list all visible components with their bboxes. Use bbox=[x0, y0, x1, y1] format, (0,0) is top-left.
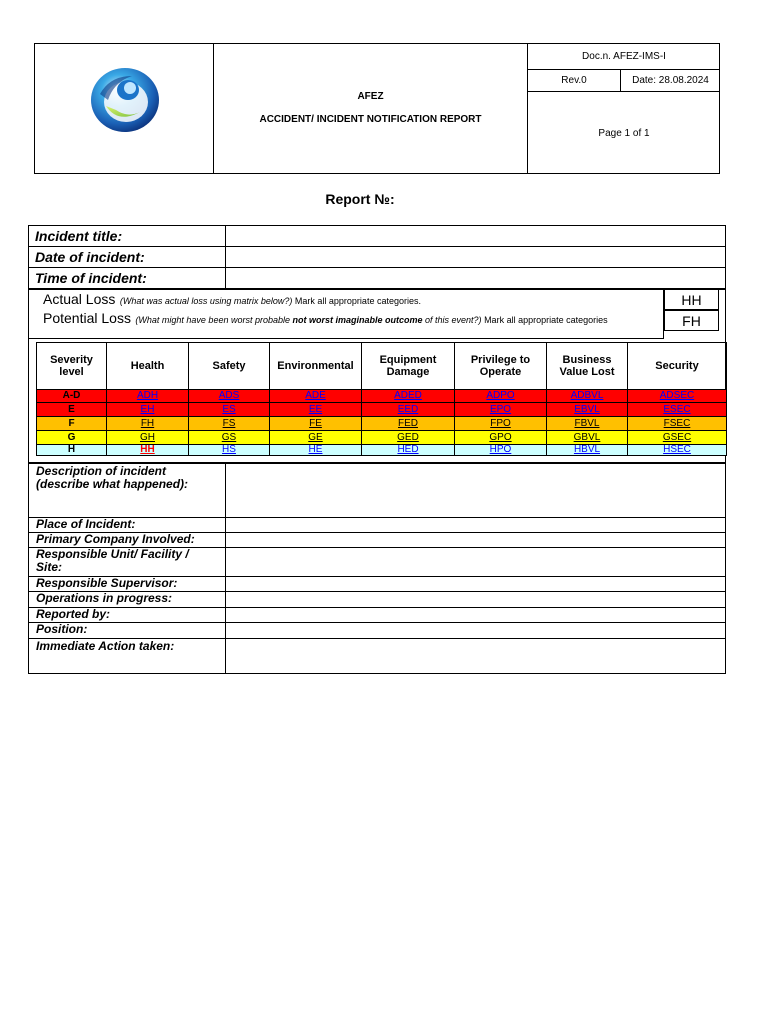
matrix-header: Equipment Damage bbox=[362, 343, 455, 390]
matrix-link[interactable]: ADPO bbox=[486, 390, 515, 401]
matrix-header: Business Value Lost bbox=[547, 343, 628, 390]
actual-loss-note-italic: (What was actual loss using matrix below?) bbox=[119, 296, 293, 306]
incident-time-label: Time of incident: bbox=[35, 269, 147, 286]
matrix-link[interactable]: HED bbox=[397, 444, 419, 455]
matrix-link[interactable]: FE bbox=[309, 417, 322, 429]
matrix-link[interactable]: EBVL bbox=[574, 403, 600, 415]
reported-by-label: Reported by: bbox=[36, 607, 111, 621]
actual-loss-title: Actual Loss bbox=[43, 291, 116, 307]
matrix-link[interactable]: GED bbox=[397, 431, 419, 443]
loss-box-line bbox=[28, 338, 664, 339]
potential-loss-note-bold: not worst imaginable outcome bbox=[292, 315, 423, 325]
place-label: Place of Incident: bbox=[36, 517, 136, 531]
matrix-link[interactable]: HBVL bbox=[573, 444, 601, 455]
company-name: AFEZ bbox=[357, 90, 384, 102]
actual-loss-note: Mark all appropriate categories. bbox=[292, 296, 421, 306]
potential-loss-row bbox=[43, 310, 663, 328]
matrix-header: Severity level bbox=[37, 343, 107, 390]
page-number: Page 1 of 1 bbox=[598, 127, 650, 139]
matrix-link[interactable]: EPO bbox=[489, 403, 512, 415]
matrix-link[interactable]: ADED bbox=[394, 390, 422, 401]
supervisor-label: Responsible Supervisor: bbox=[36, 576, 178, 590]
matrix-row-e bbox=[37, 403, 727, 417]
company-logo bbox=[88, 66, 162, 134]
matrix-link[interactable]: ESEC bbox=[663, 403, 691, 415]
matrix-header: Health bbox=[107, 343, 189, 390]
severity-level: F bbox=[37, 417, 107, 431]
actual-loss-value[interactable]: HH bbox=[664, 289, 719, 310]
severity-level: H bbox=[37, 445, 107, 456]
report-number-label: Report №: bbox=[325, 191, 395, 207]
potential-loss-note-italic1: (What might have been worst probable bbox=[135, 315, 293, 325]
incident-date-label: Date of incident: bbox=[35, 248, 145, 265]
operations-label: Operations in progress: bbox=[36, 591, 173, 605]
incident-title-input[interactable] bbox=[226, 226, 725, 246]
matrix-header: Safety bbox=[189, 343, 270, 390]
revision: Rev.0 bbox=[561, 75, 587, 86]
matrix-link[interactable]: FS bbox=[222, 417, 236, 429]
action-input[interactable] bbox=[226, 639, 725, 673]
matrix-link[interactable]: HS bbox=[222, 444, 236, 455]
matrix-link[interactable]: FBVL bbox=[574, 417, 600, 429]
matrix-link[interactable]: GBVL bbox=[573, 431, 601, 443]
matrix-header: Security bbox=[628, 343, 727, 390]
severity-level: A-D bbox=[37, 390, 107, 403]
matrix-link[interactable]: ADSEC bbox=[659, 390, 695, 401]
matrix-link[interactable]: ADH bbox=[136, 390, 159, 401]
incident-date-input[interactable] bbox=[226, 247, 725, 267]
potential-loss-value[interactable]: FH bbox=[664, 310, 719, 331]
severity-matrix bbox=[36, 342, 727, 456]
matrix-link[interactable]: GE bbox=[308, 431, 323, 443]
incident-title-label: Incident title: bbox=[35, 227, 123, 244]
matrix-link[interactable]: FSEC bbox=[663, 417, 691, 429]
severity-level: G bbox=[37, 431, 107, 445]
matrix-link[interactable]: GPO bbox=[489, 431, 512, 443]
actual-loss-row bbox=[43, 291, 663, 309]
matrix-row-g bbox=[37, 431, 727, 445]
matrix-row-h bbox=[37, 445, 727, 456]
matrix-link[interactable]: ADBVL bbox=[570, 390, 604, 401]
matrix-header: Privilege to Operate bbox=[455, 343, 547, 390]
matrix-link[interactable]: HSEC bbox=[663, 444, 691, 455]
matrix-link[interactable]: EED bbox=[397, 403, 419, 415]
incident-time-input[interactable] bbox=[226, 268, 725, 288]
matrix-link[interactable]: ES bbox=[222, 403, 236, 415]
matrix-link[interactable]: HE bbox=[308, 444, 323, 455]
description-input[interactable] bbox=[226, 464, 725, 517]
potential-loss-note: Mark all appropriate categories bbox=[481, 315, 608, 325]
description-label: Description of incident (describe what happened): bbox=[36, 464, 189, 491]
company-input[interactable] bbox=[226, 533, 725, 547]
potential-loss-title: Potential Loss bbox=[43, 310, 131, 326]
unit-label: Responsible Unit/ Facility / Site: bbox=[36, 547, 189, 574]
severity-level: E bbox=[37, 403, 107, 417]
action-label: Immediate Action taken: bbox=[36, 639, 175, 653]
reported-by-input[interactable] bbox=[226, 608, 725, 622]
position-input[interactable] bbox=[226, 623, 725, 637]
matrix-row-ad bbox=[37, 390, 727, 403]
matrix-link[interactable]: FH bbox=[140, 417, 155, 429]
unit-input[interactable] bbox=[226, 548, 725, 576]
matrix-header: Environmental bbox=[270, 343, 362, 390]
matrix-link[interactable]: EE bbox=[308, 403, 323, 415]
matrix-link[interactable]: ADE bbox=[305, 390, 326, 401]
position-label: Position: bbox=[36, 622, 88, 636]
doc-number: Doc.n. AFEZ-IMS-I bbox=[582, 51, 666, 62]
report-title: ACCIDENT/ INCIDENT NOTIFICATION REPORT bbox=[259, 113, 482, 125]
matrix-link[interactable]: ADS bbox=[218, 390, 240, 401]
place-input[interactable] bbox=[226, 518, 725, 532]
potential-loss-note-italic2: of this event?) bbox=[422, 315, 482, 325]
matrix-link[interactable]: GH bbox=[140, 431, 155, 443]
matrix-link-selected[interactable]: HH bbox=[140, 444, 155, 455]
matrix-link[interactable]: HPO bbox=[489, 444, 512, 455]
matrix-link[interactable]: GS bbox=[221, 431, 237, 443]
matrix-link[interactable]: FPO bbox=[490, 417, 511, 429]
header-divider-1 bbox=[213, 43, 214, 174]
doc-date: Date: 28.08.2024 bbox=[632, 75, 709, 86]
matrix-header-row bbox=[37, 343, 727, 390]
operations-input[interactable] bbox=[226, 592, 725, 606]
matrix-link[interactable]: FED bbox=[398, 417, 418, 429]
matrix-link[interactable]: GSEC bbox=[662, 431, 692, 443]
supervisor-input[interactable] bbox=[226, 577, 725, 591]
matrix-row-f bbox=[37, 417, 727, 431]
matrix-link[interactable]: EH bbox=[140, 403, 155, 415]
company-label: Primary Company Involved: bbox=[36, 532, 195, 546]
